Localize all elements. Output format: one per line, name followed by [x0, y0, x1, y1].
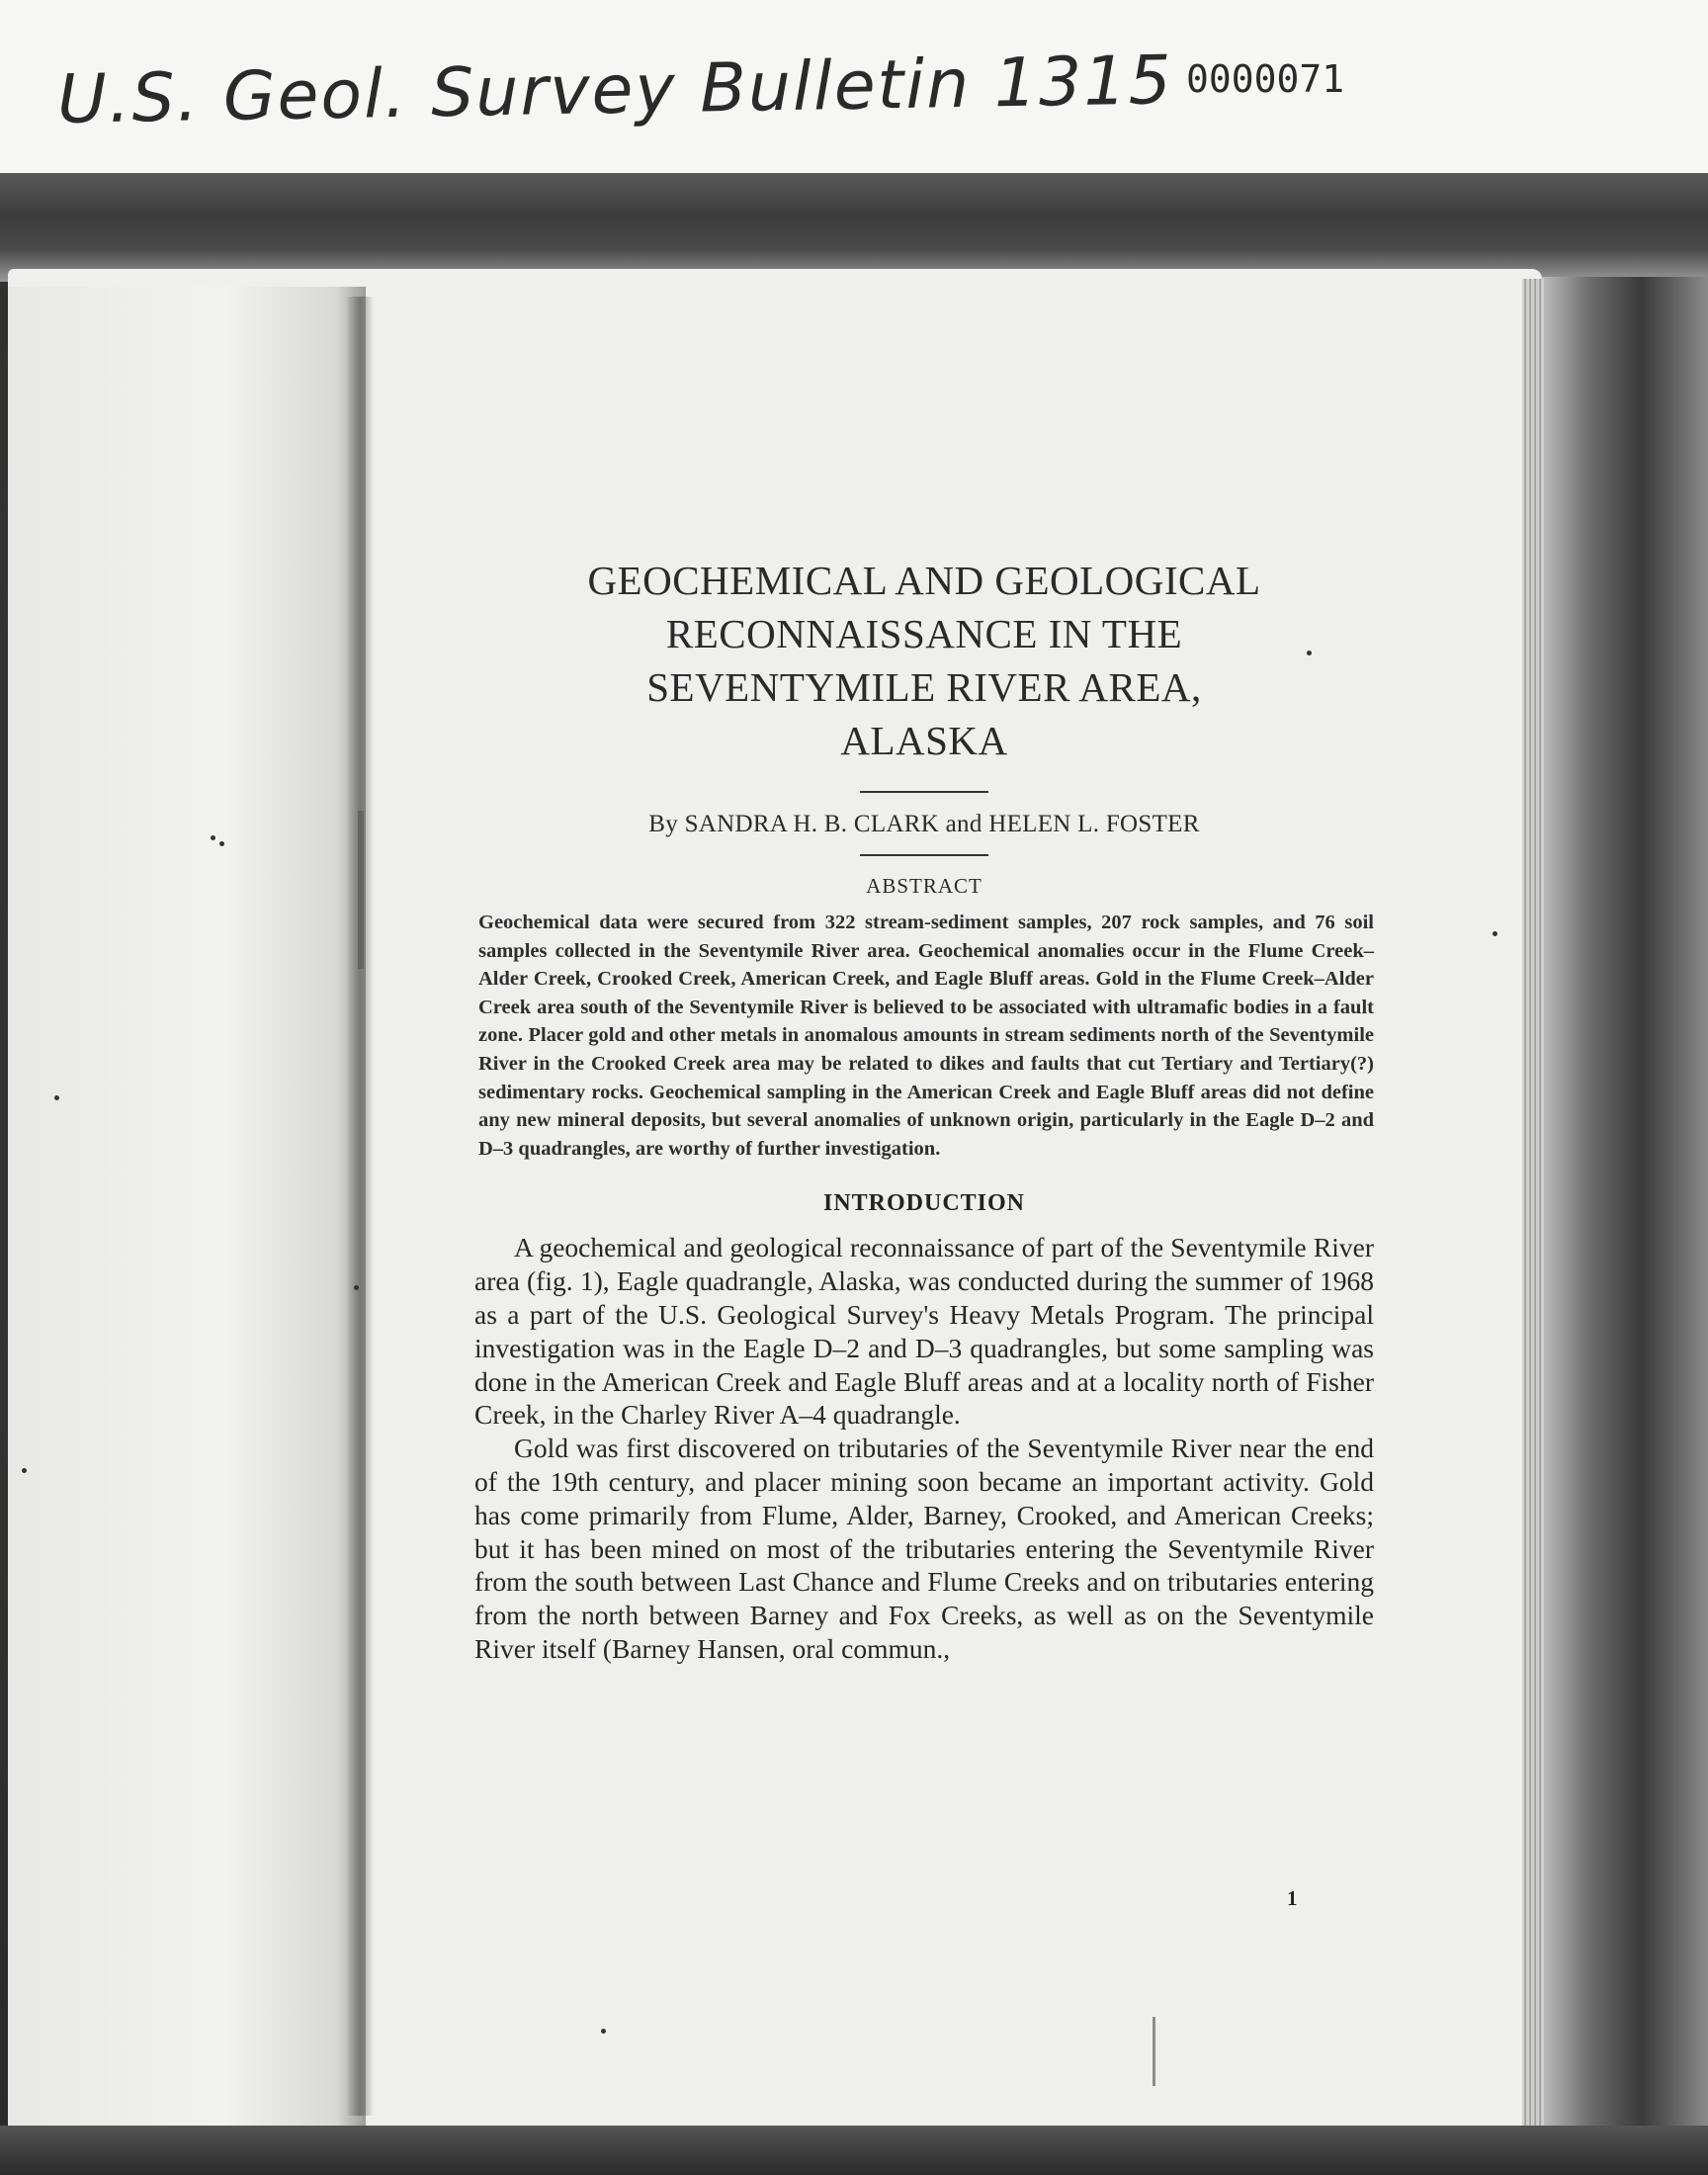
title-rule — [860, 791, 988, 793]
abstract-text: Geochemical data were secured from 322 stream-sediment samples, 207 rock samples, and 76 soil samples collected in the Seventymile River area. Geochemical anomalies occur in the Flume Creek–Alder Creek, Crooked Creek, American Creek, and Eagle Bluff areas. Gold in the Flume Creek–Alder Creek area south of the Seventymile River is believed to be associated with ultramafic bodies in a fault zone. Placer gold and other metals in anomalous amounts in stream sediments north of the Seventymile River in the Crooked Creek area may be related to dikes and faults that cut Tertiary and Tertiary(?) sedimentary rocks. Geochemical sampling in the American Creek and Eagle Bluff areas did not define any new mineral deposits, but several anomalies of unknown origin, particularly in the Eagle D–2 and D–3 quadrangles, are worthy of further investigation. — [478, 912, 1374, 1160]
byline-rule — [860, 854, 988, 856]
page-number: 1 — [1287, 1886, 1298, 1910]
book-gutter — [346, 297, 374, 2116]
body-paragraph: A geochemical and geological reconnaissance of part of the Seventymile River area (fig. 1), Eagle quadrangle, Alaska, was conducted during the summer of 1968 as a part of the U.S. Geological Survey's Heavy Metals Program. The principal investigation was in the Eagle D–2 and D–3 quadrangles, but some sampling was done in the American Creek and Eagle Bluff areas and at a locality north of Fisher Creek, in the Charley River A–4 quadrangle. — [474, 1232, 1374, 1431]
left-page-leaf — [8, 287, 366, 2128]
title-line: RECONNAISSANCE IN THE — [665, 611, 1183, 656]
article-column — [474, 554, 1374, 1666]
byline: By SANDRA H. B. CLARK and HELEN L. FOSTER — [648, 811, 1200, 837]
title-line: ALASKA — [840, 718, 1008, 763]
article-title — [474, 554, 1374, 767]
scan-right-shadow — [1542, 277, 1708, 2175]
introduction-heading: INTRODUCTION — [822, 1190, 1026, 1217]
body-paragraph: Gold was first discovered on tributaries of the Seventymile River near the end of the 19th century, and placer mining soon became an important activity. Gold has come primarily from Flume, Alder, Barney, Crooked, and American Creeks; but it has been mined on most of the tributaries entering the Seventymile River from the south between Last Chance and Flume Creeks and on tributaries entering from the north between Barney and Fox Creeks, as well as on the Seventymile River itself (Barney Hansen, oral commun., — [474, 1433, 1374, 1664]
scan-mark — [1153, 2017, 1155, 2086]
scan-bottom-shadow — [0, 2126, 1708, 2175]
title-line: SEVENTYMILE RIVER AREA, — [646, 664, 1202, 710]
document-number: 0000071 — [1186, 57, 1345, 101]
handwritten-title: U.S. Geol. Survey Bulletin 1315 — [56, 42, 1174, 139]
abstract-heading: ABSTRACT — [866, 874, 982, 898]
title-line: GEOCHEMICAL AND GEOLOGICAL — [587, 558, 1261, 603]
scan-mark — [358, 811, 364, 969]
scan-top-shadow — [0, 173, 1708, 282]
page-edges — [1522, 279, 1544, 2128]
annotation-strip — [0, 0, 1708, 173]
